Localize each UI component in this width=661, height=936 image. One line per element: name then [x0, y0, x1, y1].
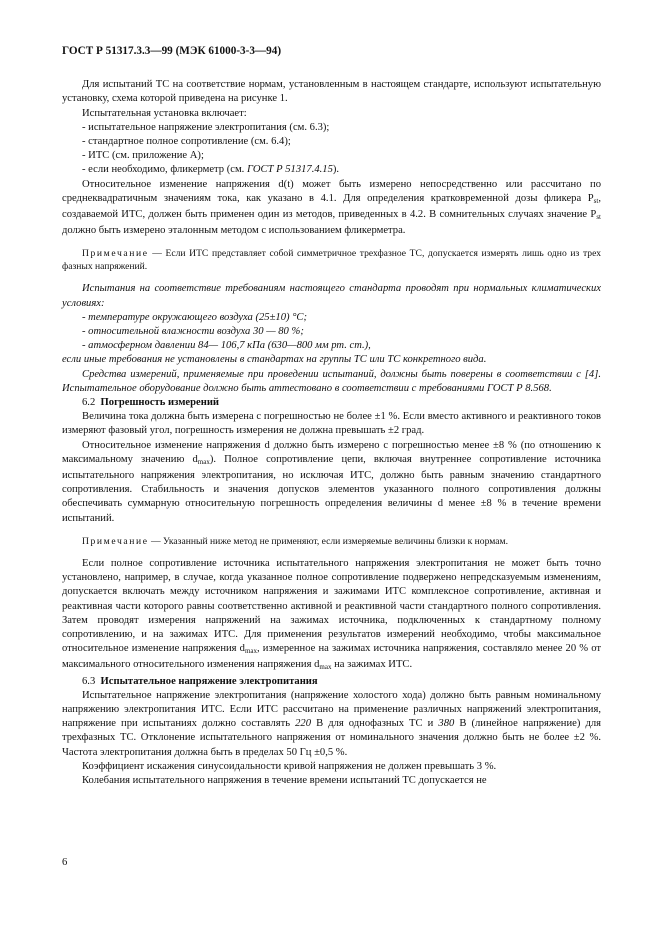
paragraph-test-voltage: Испытательное напряжение электропитания (напряжение холостого хода) должно быть равным номинальному напряжению электропитания ИТС. Если ИТС рассчитано на применение различных напряжений электропитания, напряжение при испытаниях должно составлять 220 В для однофазных ТС и 380 В (линейное напряжение) для трехфазных ТС. Отклонение испытательного напряжения от номинального значения должно быть не более ±2 %. Частота электропитания должна быть в пределах 50 Гц ±0,5 %.	[62, 689, 601, 758]
list-item: - если необходимо, фликерметр (см. ГОСТ Р 51317.4.15).	[82, 164, 340, 176]
document-header: ГОСТ Р 51317.3.3—99 (МЭК 61000-3-3—94)	[62, 45, 282, 57]
list-item: - атмосферном давлении 84— 106,7 кПа (630—800 мм рт. ст.),	[82, 340, 371, 352]
paragraph-verification: Средства измерений, применяемые при проведении испытаний, должны быть поверены в соответствии с [4]. Испытательное оборудование должно быть аттестовано в соответствии с требованиями ГОСТ Р 8.568.	[62, 368, 601, 394]
paragraph-setup-includes: Испытательная установка включает:	[82, 107, 247, 119]
note-label: Примечание	[82, 248, 149, 260]
note-method: Примечание — Указанный ниже метод не применяют, если измеряемые величины близки к нормам.	[82, 535, 508, 547]
note-symmetric: Примечание — Если ИТС представляет собой симметричное трехфазное ТС, допускается измерять лишь одно из трех фазных напряжений.	[62, 248, 601, 273]
paragraph-conditions: Испытания на соответствие требованиям настоящего стандарта проводят при нормальных климатических условиях:	[62, 283, 601, 309]
paragraph-fluctuations: Колебания испытательного напряжения в течение времени испытаний ТС допускается не	[82, 774, 487, 786]
list-item: - стандартное полное сопротивление (см. 6.4);	[82, 136, 291, 148]
paragraph-voltage-change: Относительное изменение напряжения d(t) может быть измерено непосредственно или рассчитано по среднеквадратичным значениям тока, как указано в 4.1. Для определения кратковременной дозы фликера $P_{st}$, создаваемой ИТС, должен быть применен один из методов, приведенных в 4.2. В сомнительных случаях значение $P_{st}$ должно быть измерено эталонным методом с использованием фликерметра.	[62, 178, 601, 237]
list-item: - ИТС (см. приложение А);	[82, 150, 204, 162]
section-heading-6-3: 6.3 Испытательное напряжение электропитания	[82, 675, 318, 687]
list-item: - относительной влажности воздуха 30 — 80 %;	[82, 326, 304, 338]
standard-reference: ГОСТ Р 51317.4.15	[246, 164, 333, 176]
list-item: - температуре окружающего воздуха (25±10) °С;	[82, 311, 308, 323]
paragraph-conditions-tail: если иные требования не установлены в стандартах на группы ТС или ТС конкретного вида.	[62, 354, 487, 366]
note-label: Примечание	[82, 535, 149, 547]
paragraph-distortion: Коэффициент искажения синусоидальности кривой напряжения не должен превышать 3 %.	[82, 760, 497, 772]
page-number: 6	[62, 857, 68, 868]
paragraph-current-accuracy: Величина тока должна быть измерена с погрешностью не более ±1 %. Если вместо активного и реактивного токов измеряют фазовый угол, погрешность измерения не должна превышать ±2 град.	[62, 411, 601, 437]
list-item: - испытательное напряжение электропитания (см. 6.3);	[82, 121, 330, 133]
paragraph-voltage-accuracy: Относительное изменение напряжения d должно быть измерено с погрешностью менее ±8 % (по отношению к максимальному значению $d_{max}$). Полное сопротивление цепи, включая внутреннее сопротивление источника испытательного напряжения электропитания, но исключая ИТС, должно быть равным значению стандартного сопротивления. Стабильность и значения допусков элементов указанного полного сопротивления должны обеспечивать суммарную относительную погрешность определения величины d менее ±8 % в течение времени испытаний.	[62, 439, 602, 524]
section-heading-6-2: 6.2 Погрешность измерений	[82, 397, 220, 409]
paragraph-impedance: Если полное сопротивление источника испытательного напряжения электропитания не может быть точно установлено, например, в случае, когда указанное полное сопротивление подвержено непредсказуемым изменениям, допускается включать между источником напряжения и зажимами ИТС комплексное сопротивление, активная и реактивная части которого равны соответственно активной и реактивной части стандартного полного сопротивления. Затем проводят измерения напряжений на зажимах источника, подключенных к стандартному полному сопротивлению, и на зажимах ИТС. Для применения результатов измерений необходимо, чтобы максимальное относительное изменение напряжения $d_{max}$, измеренное на зажимах источника напряжения, составляло менее 20 % от максимального относительного изменения напряжения $d_{max}$ на зажимах ИТС.	[62, 557, 601, 672]
paragraph-setup: Для испытаний ТС на соответствие нормам, установленным в настоящем стандарте, используют испытательную установку, схема которой приведена на рисунке 1.	[62, 79, 601, 105]
